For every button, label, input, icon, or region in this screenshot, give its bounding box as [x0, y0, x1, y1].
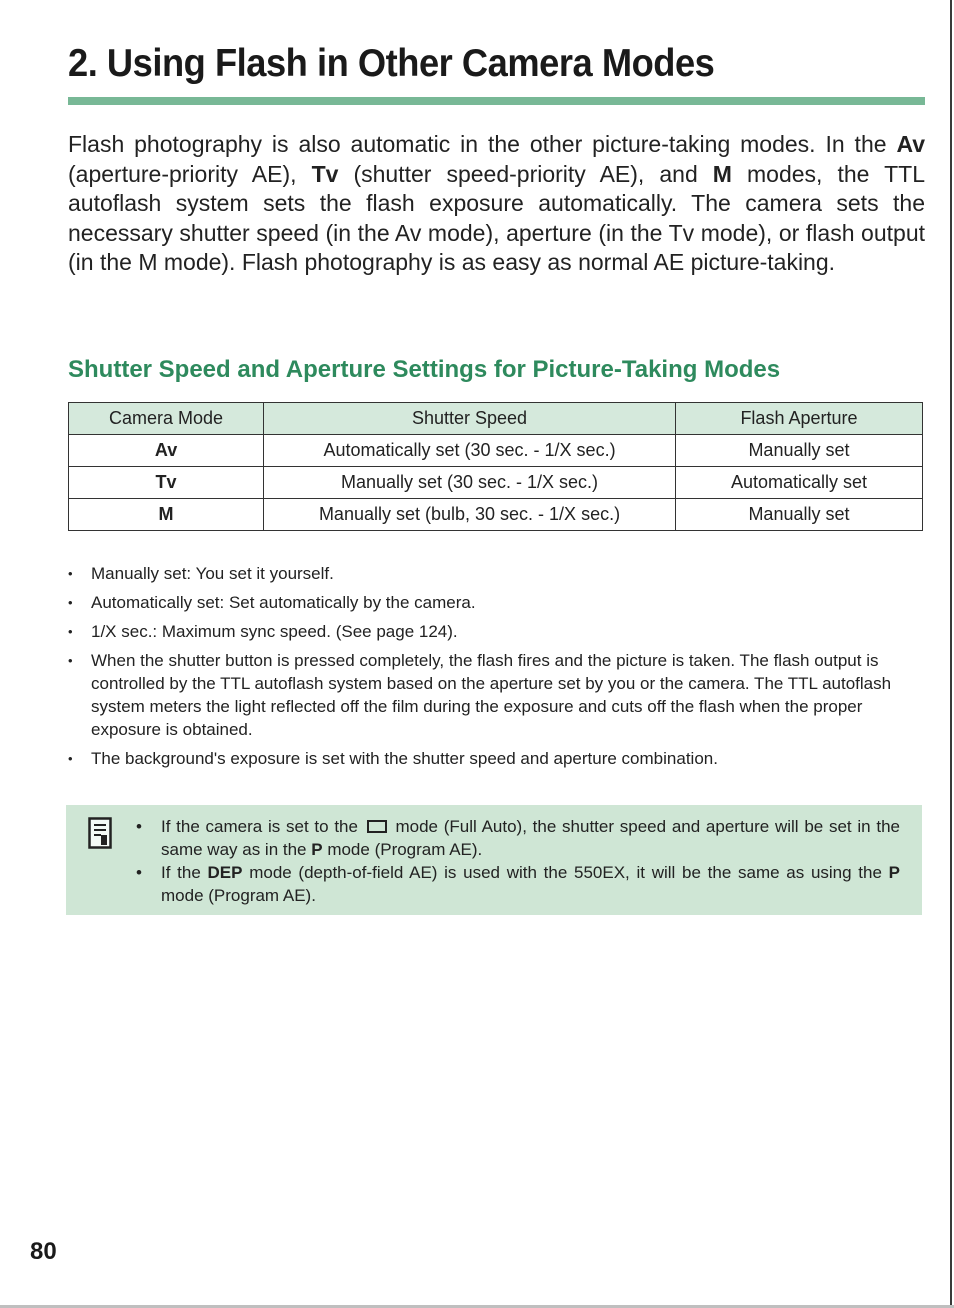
intro-text-4: modes, the TTL autoflash system sets the flash exposure automatically. The camera sets the necessary shutter speed (in the Av mode), aperture (in the Tv mode), or flash output (in the M mode). Flash photography is as easy as normal AE picture-taking. [68, 160, 925, 275]
list-item: • Manually set: You set it yourself. [68, 562, 924, 585]
page-title: 2. Using Flash in Other Camera Modes [68, 42, 715, 85]
flash-aperture-cell: Manually set [675, 435, 922, 467]
title-divider [68, 97, 925, 105]
intro-m-mode: M [712, 160, 732, 187]
intro-tv-mode: Tv [311, 160, 339, 187]
callout-text: mode (Full Auto), the shutter speed and aperture will be set in the same way as in the [161, 817, 901, 859]
intro-text-2: (aperture-priority AE), [68, 160, 312, 187]
shutter-speed-cell: Manually set (bulb, 30 sec. - 1/X sec.) [264, 499, 676, 531]
list-item: • The background's exposure is set with the shutter speed and aperture combination. [68, 747, 924, 770]
list-item [136, 861, 900, 907]
notes-list [68, 562, 924, 776]
mode-settings-table [68, 402, 923, 531]
intro-text-3: (shutter speed-priority AE), and [338, 160, 713, 187]
list-item [136, 815, 900, 861]
list-item: • When the shutter button is pressed completely, the flash fires and the picture is taken. The flash output is controlled by the TTL autoflash system based on the aperture set by you or the camera. The TTL autoflash system meters the light reflected off the film during the exposure and cuts off the flash when the proper exposure is obtained. [68, 649, 924, 741]
mode-cell: Av [69, 435, 264, 467]
full-auto-mode-icon [367, 820, 387, 833]
shutter-speed-cell: Automatically set (30 sec. - 1/X sec.) [264, 435, 676, 467]
page-edge [950, 0, 952, 1308]
memo-note-icon [88, 817, 112, 851]
table-row [69, 435, 923, 467]
callout-text: mode (Program AE). [161, 886, 316, 905]
table-row [69, 499, 923, 531]
header-flash-aperture: Flash Aperture [675, 403, 922, 435]
page-number: 80 [30, 1238, 57, 1265]
header-camera-mode: Camera Mode [69, 403, 264, 435]
header-shutter-speed: Shutter Speed [264, 403, 676, 435]
note-callout [66, 805, 922, 915]
intro-paragraph [68, 130, 925, 278]
list-item: • Automatically set: Set automatically by the camera. [68, 591, 924, 614]
mode-cell: M [69, 499, 264, 531]
list-item: • 1/X sec.: Maximum sync speed. (See page 124). [68, 620, 924, 643]
program-mode-label: P [888, 863, 900, 882]
intro-text-1: Flash photography is also automatic in the other picture-taking modes. In the [68, 131, 897, 157]
mode-cell: Tv [69, 467, 264, 499]
table-row [69, 467, 923, 499]
shutter-speed-cell: Manually set (30 sec. - 1/X sec.) [264, 467, 676, 499]
flash-aperture-cell: Manually set [675, 499, 922, 531]
table-header-row [69, 403, 923, 435]
callout-text: mode (depth-of-field AE) is used with the 550EX, it will be the same as using the [242, 863, 889, 882]
callout-text: mode (Program AE). [322, 840, 483, 859]
callout-text: If the [161, 863, 208, 882]
dep-mode-label: DEP [207, 863, 243, 882]
flash-aperture-cell: Automatically set [675, 467, 922, 499]
section-heading: Shutter Speed and Aperture Settings for Picture-Taking Modes [68, 356, 781, 383]
callout-text: If the camera is set to the [161, 817, 364, 836]
program-mode-label: P [311, 840, 323, 859]
intro-av-mode: Av [896, 131, 925, 157]
callout-list [136, 815, 900, 907]
